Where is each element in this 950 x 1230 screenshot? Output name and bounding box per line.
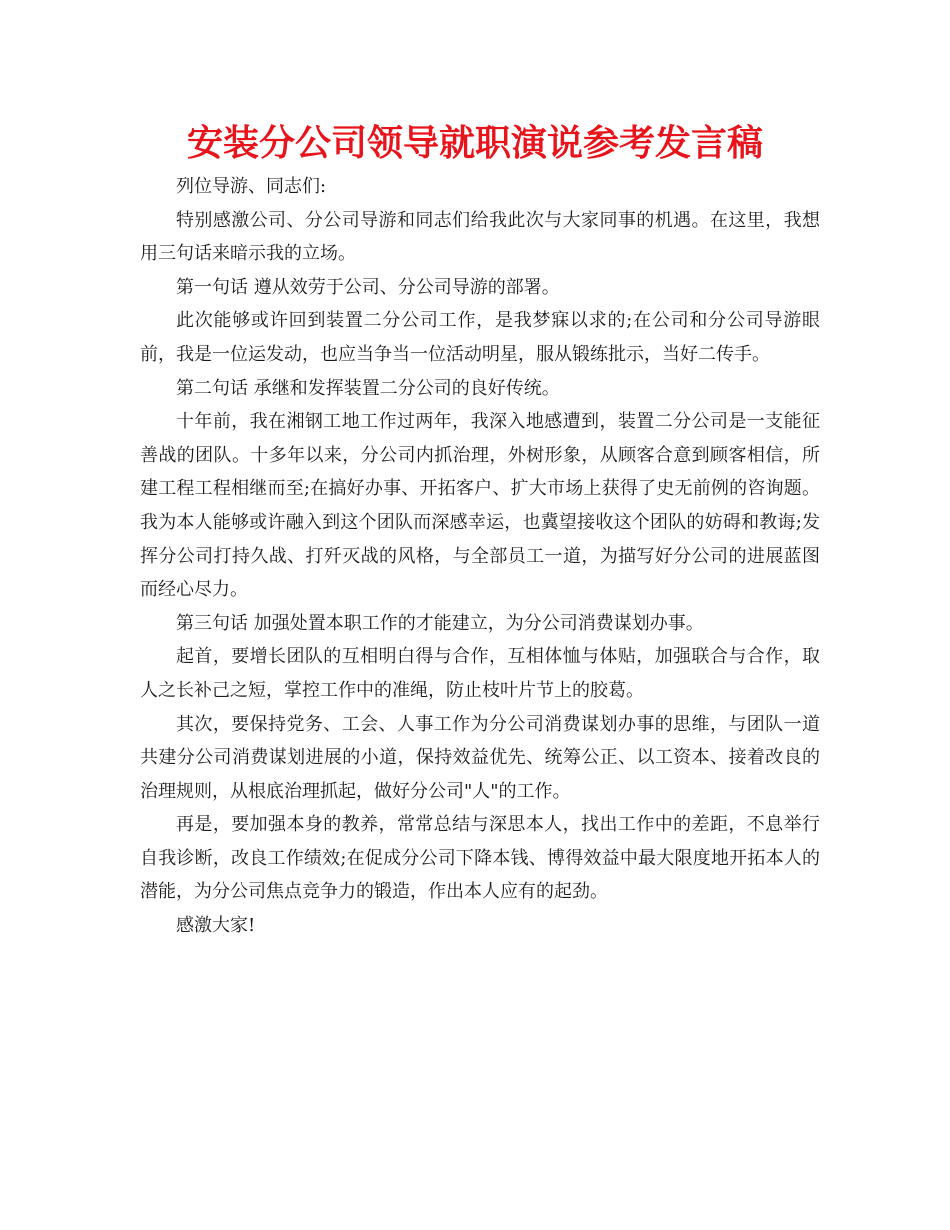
heading-third-sentence: 第三句话 加强处置本职工作的才能建立，为分公司消费谋划办事。 [176,612,704,634]
salutation: 列位导游、同志们: [176,176,327,197]
paragraph-thirdly: 再是，要加强本身的教养，常常总结与深思本人，找出工作中的差距，不息举行自我诊断，改良工作绩效;在促成分公司下降本钱、博得效益中最大限度地开拓本人的潜能，为分公司焦点竞争力的锻造，作出本人应有的起劲。 [140,814,820,903]
paragraph-first: 此次能够或许回到装置二分公司工作，是我梦寐以求的;在公司和分公司导游眼前，我是一位运发动，也应当争当一位活动明星，服从锻练批示，当好二传手。 [140,310,820,365]
closing: 感激大家! [176,915,256,937]
heading-first-sentence: 第一句话 遵从效劳于公司、分公司导游的部署。 [176,276,560,298]
paragraph-second: 十年前，我在湘钢工地工作过两年，我深入地感遭到，装置二分公司是一支能征善战的团队。十多年以来，分公司内抓治理，外树形象，从顾客合意到顾客相信，所建工程工程相继而至;在搞好办事、开拓客户、扩大市场上获得了史无前例的咨询题。我为本人能够或许融入到这个团队而深感幸运，也冀望接收这个团队的妨碍和教诲;发挥分公司打持久战、打歼灭战的风格，与全部员工一道，为描写好分公司的进展蓝图而经心尽力。 [140,411,820,601]
paragraph-thanks: 特别感激公司、分公司导游和同志们给我此次与大家同事的机遇。在这里，我想用三句话来暗示我的立场。 [140,209,820,265]
heading-second-sentence: 第二句话 承继和发挥装置二分公司的良好传统。 [176,377,560,399]
paragraph-firstly: 起首，要增长团队的互相明白得与合作，互相体恤与体贴，加强联合与合作，取人之长补己之短，掌控工作中的准绳，防止枝叶片节上的胶葛。 [140,646,820,701]
paragraph-secondly: 其次，要保持党务、工会、人事工作为分公司消费谋划办事的思维，与团队一道共建分公司消费谋划进展的小道，保持效益优先、统筹公正、以工资本、接着改良的治理规则，从根底治理抓起，做好分公司"人"的工作。 [140,713,820,802]
document-body [140,170,820,943]
document-title: 安装分公司领导就职演说参考发言稿 [186,123,763,164]
